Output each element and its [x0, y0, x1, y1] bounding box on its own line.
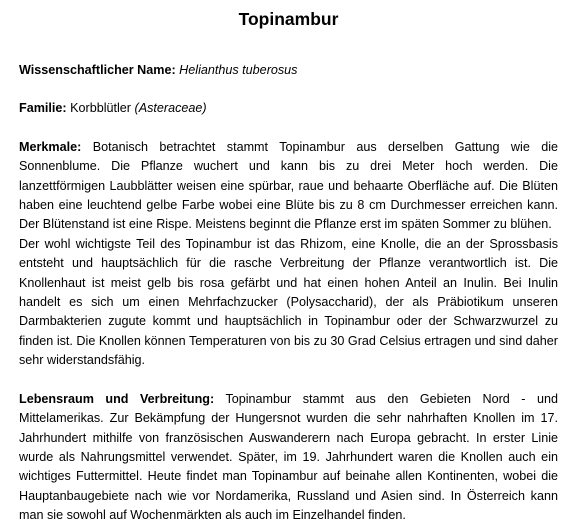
- habitat-paragraph: [19, 390, 558, 526]
- features-paragraph: [19, 138, 558, 235]
- habitat-label: Lebensraum und Verbreitung:: [19, 391, 215, 406]
- features-text-1: Botanisch betrachtet stammt Topinambur aus derselben Gattung wie die Sonnenblume. Die Pflanze wuchert und kann bis zu drei Meter hoch werden. Die lanzettförmigen Laubblätter weisen eine spürbar, raue und behaarte Oberfläche auf. Die Blüten haben eine leuchtend gelbe Farbe wobei eine Blüte bis zu 8 cm Durchmesser erreichen kann. Der Blütenstand ist eine Rispe. Meistens beginnt die Pflanze erst im späten Sommer zu blühen.: [19, 139, 559, 232]
- scientific-name-value: Helianthus tuberosus: [179, 63, 298, 77]
- family-label: Familie:: [19, 101, 67, 116]
- family-line: [19, 99, 558, 118]
- page-title: Topinambur: [238, 9, 339, 29]
- family-latin-value: (Asteraceae): [134, 101, 207, 116]
- scientific-name-line: [19, 61, 558, 80]
- features-label: Merkmale:: [19, 139, 82, 154]
- family-value: Korbblütler: [70, 101, 131, 116]
- scientific-name-label: Wissenschaftlicher Name:: [19, 63, 176, 77]
- habitat-text: Topinambur stammt aus den Gebieten Nord - und Mittelamerikas. Zur Bekämpfung der Hungersnot wurden die sehr nahrhaften Knollen im 17. Jahrhundert mithilfe von französischen Auswanderern nach Europa gebracht. In erster Linie wurde als Nahrungsmittel verwendet. Später, im 19. Jahrhundert waren die Knollen auch ein wichtiges Futtermittel. Heute findet man Topinambur auf beinahe allen Kontinenten, wobei die Hauptanbaugebiete nach wie vor Nordamerika, Russland und Asien sind. In Österreich kann man sie sowohl auf Wochenmärkten als auch im Einzelhandel finden.: [19, 391, 558, 523]
- features-text-2: Der wohl wichtigste Teil des Topinambur ist das Rhizom, eine Knolle, die an der Sprossbasis entsteht und hauptsächlich für die rasche Verbreitung der Pflanze verantwortlich ist. Die Knollenhaut ist meist gelb bis rosa gefärbt und hat einen hohen Anteil an Inulin. Bei Inulin handelt es sich um einen Mehrfachzucker (Polysaccharid), der als Präbiotikum unseren Darmbakterien zugute kommt und hauptsächlich in Topinambur oder der Schwarzwurzel zu finden ist. Die Knollen können Temperaturen von bis zu 30 Grad Celsius ertragen und sind daher sehr widerstandsfähig.: [19, 236, 558, 368]
- features-paragraph-2: [19, 235, 558, 371]
